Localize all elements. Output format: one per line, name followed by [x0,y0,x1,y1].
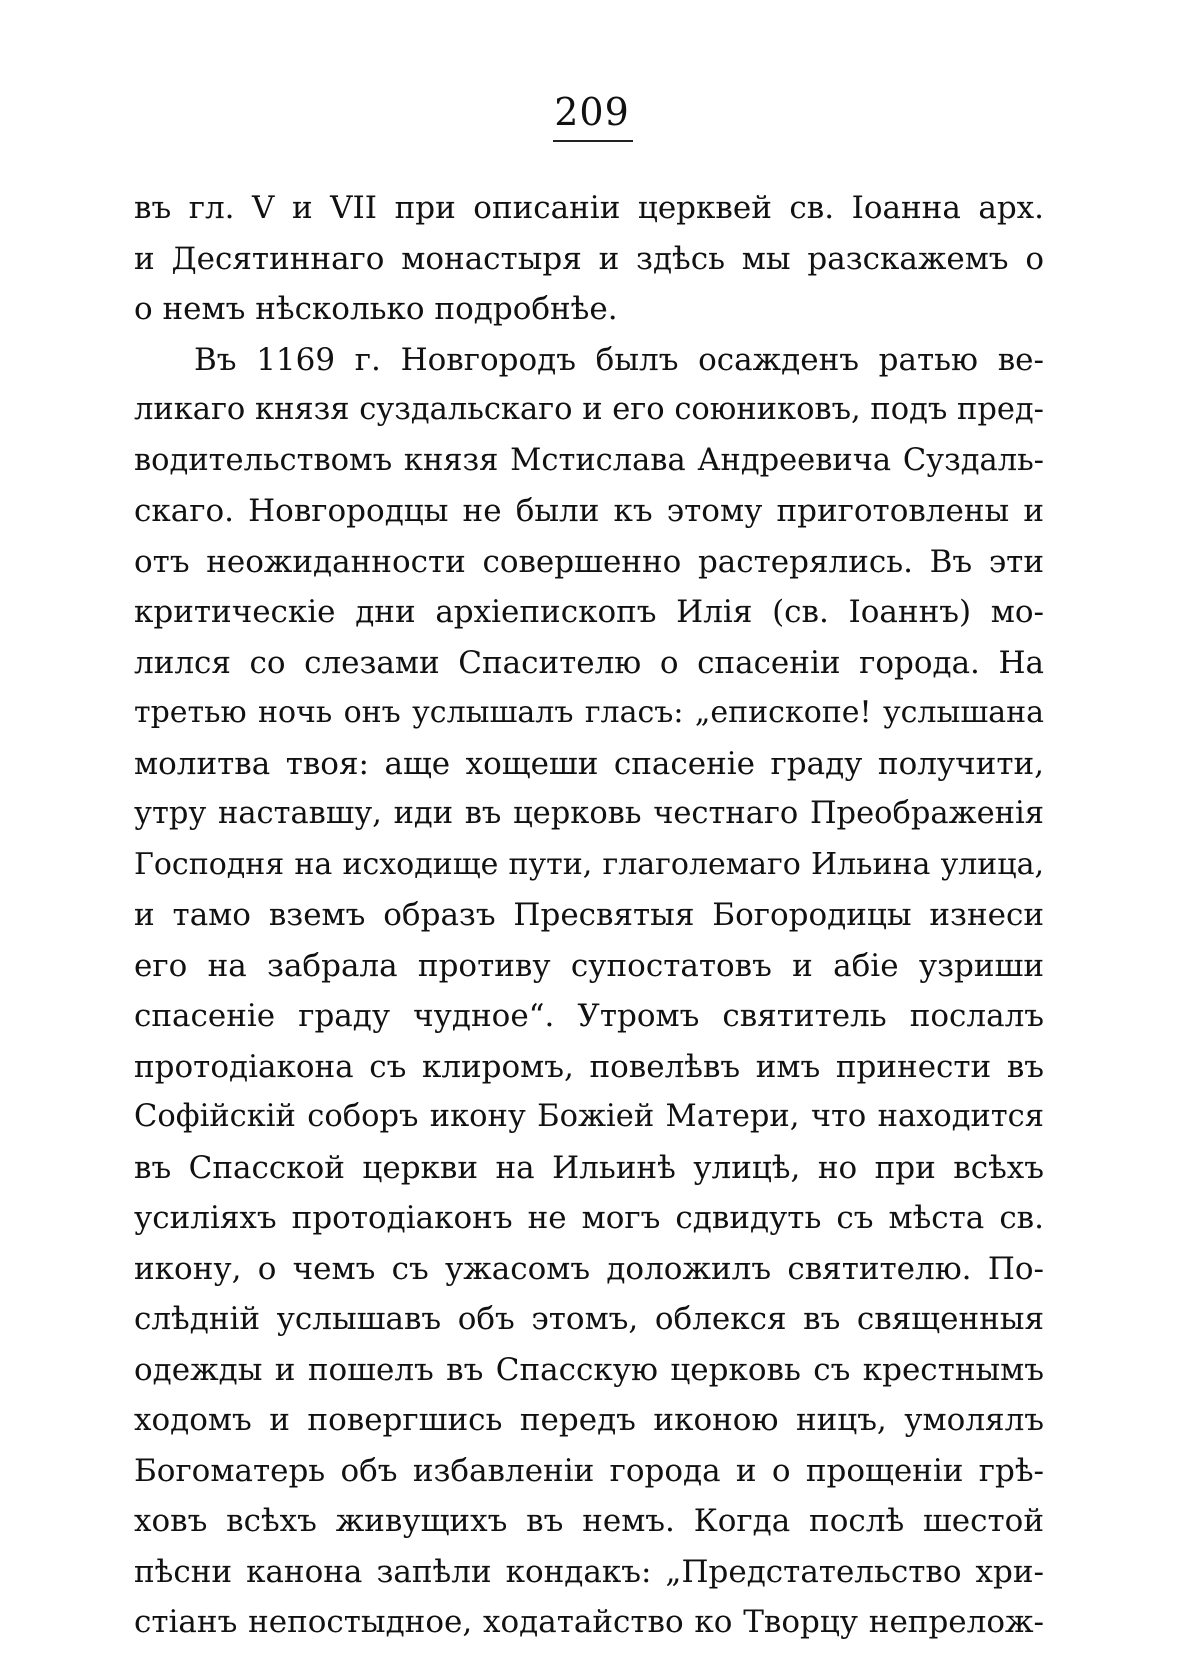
text-line: въ Спасской церкви на Ильинѣ улицѣ, но при всѣхъ [134,1149,1044,1186]
text-line: протодіакона съ клиромъ, повелѣвъ имъ принести въ [134,1048,1044,1085]
text-line: икону, о чемъ съ ужасомъ доложилъ святителю. По- [134,1250,1044,1287]
text-line: усиліяхъ протодіаконъ не могъ сдвидуть съ мѣста св. [134,1200,1044,1236]
body-text [134,183,1044,1648]
text-line: критическіе дни архіепископъ Илія (св. Іоаннъ) мо- [134,594,1044,630]
page-number: 209 [554,90,630,134]
text-line: третью ночь онъ услышалъ гласъ: „епископе! услышана [134,695,1044,730]
text-line: молитва твоя: аще хощеши спасеніе граду получити, [134,745,1044,782]
text-line: и Десятиннаго монастыря и здѣсь мы разскажемъ о [134,240,1044,277]
text-line: Господня на исходище пути, глаголемаго Ильина улица, [134,846,1044,882]
text-line: утру наставшу, иди въ церковь честнаго Преображенія [134,796,1044,831]
text-line: ходомъ и повергшись передъ иконою ницъ, умолялъ [134,1402,1044,1438]
text-line: стіанъ непостыдное, ходатайство ко Творцу непрелож- [134,1604,1044,1640]
text-line: лился со слезами Спасителю о спасеніи города. На [134,644,1044,681]
text-line: пѣсни канона запѣли кондакъ: „Предстательство хри- [134,1553,1044,1590]
text-line: въ гл. V и VII при описаніи церквей св. Іоанна арх. [134,190,1044,226]
text-line: его на забрала противу супостатовъ и абіе узриши [134,947,1044,984]
page-number-underline [553,140,633,142]
text-line: о немъ нѣсколько подробнѣе. [134,291,618,327]
text-line: слѣдній услышавъ объ этомъ, облекся въ священныя [134,1301,1044,1337]
text-line: ликаго князя суздальскаго и его союниковъ, подъ пред- [134,392,1044,427]
text-line: отъ неожиданности совершенно растерялись. Въ эти [134,543,1044,580]
text-line: ховъ всѣхъ живущихъ въ немъ. Когда послѣ шестой [134,1503,1044,1539]
text-line: и тамо вземъ образъ Пресвятыя Богородицы изнеси [134,897,1044,933]
text-line: Въ 1169 г. Новгородъ былъ осажденъ ратью ве- [194,341,1044,378]
text-line: спасеніе граду чудное“. Утромъ святитель послалъ [134,998,1044,1034]
text-line: водительствомъ князя Мстислава Андреевича Суздаль- [134,442,1044,478]
text-line: скаго. Новгородцы не были къ этому приготовлены и [134,493,1044,529]
text-line: Софійскій соборъ икону Божіей Матери, что находится [134,1099,1044,1134]
text-line: Богоматерь объ избавленіи города и о прощеніи грѣ- [134,1452,1044,1489]
text-line: одежды и пошелъ въ Спасскую церковь съ крестнымъ [134,1351,1044,1388]
